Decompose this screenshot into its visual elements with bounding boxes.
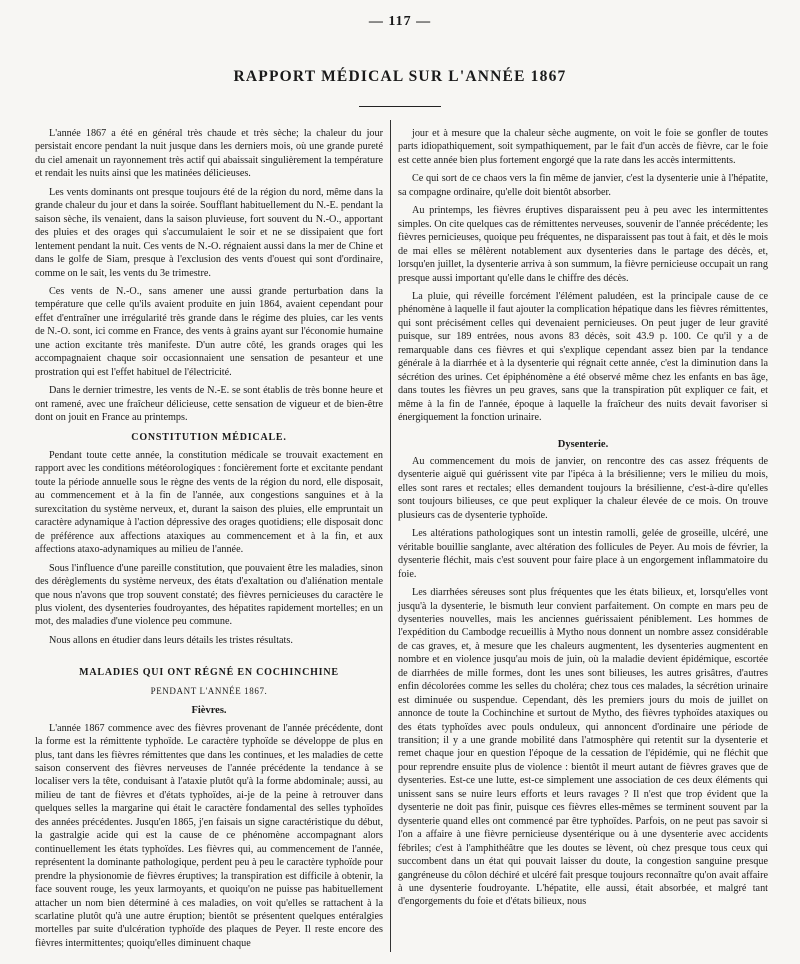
paragraph: Ces vents de N.-O., sans amener une aussi grande perturbation dans la température que celle qu'ils avaient produite en juin 1864, avaient cependant pour effet d'entraîner une irrégularité très grande dans le régime des pluies, car les vents de N.-O. sont, ici comme en France, des vents à grains ayant sur l'économie humaine une action excitante très manifeste. D'un autre côté, les grands orages qui les accompagnaient chaque soir occasionnaient une sensation de pesanteur et une prostration qui est l'effet habituel de l'électricité. <box>35 285 383 378</box>
paragraph: Au commencement du mois de janvier, on rencontre des cas assez fréquents de dysenterie aiguë qui guérissent vite par l'ipéca à la brésilienne; vers le milieu du mois, elles sont rares et rectales; elles demandent toujours la brésilienne, c'est-à-dire qu'elles sont toujours bilieuses, ce que peut expliquer la chaleur élevée de ce mois. On trouve plusieurs cas de dysenterie typhoïde. <box>398 455 768 521</box>
paragraph: Les altérations pathologiques sont un intestin ramolli, gelée de groseille, ulcéré, une véritable bouillie sanglante, avec altération des follicules de Peyer. Au mois de février, la dysenterie fléchit, mais c'est souvent pour faire place à un engorgement inflammatoire du foie. <box>398 528 768 580</box>
page-number: — 117 — <box>368 14 432 29</box>
subsection-heading-fievres: Fièvres. <box>191 705 227 717</box>
left-column <box>35 127 383 955</box>
section-heading-maladies: MALADIES QUI ONT RÉGNÉ EN COCHINCHINE <box>79 667 339 679</box>
paragraph: Dans le dernier trimestre, les vents de N.-E. se sont établis de très bonne heure et ont ramené, avec une fraîcheur délicieuse, cette sensation de vigueur et de bien-être dont on jouit en France au printemps. <box>35 385 383 424</box>
right-column <box>398 127 768 914</box>
page-title: RAPPORT MÉDICAL SUR L'ANNÉE 1867 <box>233 68 567 85</box>
paragraph: Les diarrhées séreuses sont plus fréquentes que les états bilieux, et, lorsqu'elles vont jusqu'à la dysenterie, le bismuth leur convient parfaitement. On compte en mars peu de dysenteries nouvelles, mais les anciennes guérissaient péniblement. Les hommes de l'expédition du Cambodge recueillis à Mytho nous donnent un nombre assez considérable de cas graves, et, à mesure que les chaleurs augmentent, les dysenteries augmentent en nombre et en violence jusqu'au mois de juin, où la maladie devient épidémique, escortée de diarrhées de mille formes, dont les unes sont bilieuses, les autres grisâtres, d'autres enfin décolorées comme les selles du choléra; chez tous ces malades, la sécrétion urinaire est diminuée ou suspendue. Cependant, dès les premiers jours du mois de juillet on annonce de toute la Cochinchine et surtout de Mytho, des fièvres typhoïdes ataxiques ou des états typhoïdes avec pouls onduleux, qui annoncent d'ordinaire une période de transition; il y a une grande mobilité dans l'atmosphère qui retentit sur la dysenterie et remet chaque jour en question l'époque de la cessation de l'épidémie, qui ne fléchit que pour reprendre ensuite plus de violence : bientôt il meurt autant de fièvres graves que de dysenteries. Est-ce une lutte, est-ce simplement une association de ces deux éléments qui unissent sans se nuire leurs efforts et leurs ravages ? Il n'est que trop évident que la dysenterie ne doit pas finir, puisque ces fièvres elles-mêmes se terminent souvent par la dysenterie quand elles ont commencé par être typhoïdes. Parfois, on ne peut pas savoir si l'on a affaire à une fièvre pernicieuse dysentérique ou à une dysenterie avec accidents fébriles; c'est à l'amphithéâtre que les doutes se lèvent, où chez presque tous ceux qui succombent dans un état qui pouvait laisser du doute, la congestion sanguine presque gangréneuse du côlon déchiré et ulcéré fait presque toujours reconnaître qu'on avait affaire à une dysenterie foudroyante. L'hépatite, elle aussi, était absorbée, et malgré tant d'engorgements du foie et d'états bilieux, nous <box>398 587 768 908</box>
paragraph: L'année 1867 commence avec des fièvres provenant de l'année précédente, dont la forme est la rémittente typhoïde. Le caractère typhoïde se développe de plus en plus, tant dans les fièvres rémittentes que dans les continues, et les maladies de cette saison conservent des fièvres nerveuses de l'année précédente la tendance à se localiser vers la tête, conduisant à l'ataxie plutôt qu'à la forme abdominale; aussi, au milieu de tant de fièvres et d'états typhoïdes, ai-je de la peine à retrouver dans quelques selles la margarine qui était le caractère fondamental des selles typhoïdes des années précédentes. Jusqu'en 1865, j'en faisais un signe caractéristique du début, la gastralgie acide qui est la cause de ce phénomène accompagnant alors continuellement les états typhoïdes. Les fièvres qui, au commencement de l'année, représentent la dominante pathologique, perdent peu à peu le caractère typhoïde pour prendre la physionomie de fièvres éruptives; la transpiration est difficile à obtenir, la face souvent rouge, les yeux larmoyants, et quoiqu'on ne puisse pas habituellement attacher un nom bien déterminé à ces maladies, on voit qu'elles se rattachent à la scarlatine plutôt qu'à une autre éruption; bientôt se présentent quelques entéralgies mortelles par suite d'ulcération typhoïde des plaques de Peyer. Il reste encore des fièvres intermittentes; quoiqu'elles diminuent chaque <box>35 722 383 949</box>
paragraph: Sous l'influence d'une pareille constitution, que pouvaient être les maladies, sinon des dérèglements du système nerveux, des états d'exaltation ou d'aliénation mentale que nous n'avons que trop souvent constaté; des fièvres pernicieuses du caractère le plus violent, des dysenteries foudroyantes, des hépatites rapidement mortelles; en un mot, des maladies d'une violence peu commune. <box>35 562 383 628</box>
paragraph: La pluie, qui réveille forcément l'élément paludéen, est la principale cause de ce phénomène à laquelle il faut ajouter la complication hépatique dans les fièvres rémittentes, qui sont précisément celles qui devenaient pernicieuses. On peut juger de leur gravité puisque, sur 189 entrées, nous avons 83 décès, soit 43.9 p. 100. Ce qu'il y a de remarquable dans ces fièvres et qui s'explique cependant assez bien par la tendance générale à la diarrhée et à la dysenterie qui régnait cette année, c'est la diminution dans la sécrétion des urines. Cet épiphénomène a été observé même chez les enfants en bas âge, dans toutes les fièvres un peu graves, sans que la transpiration pût expliquer ce fait, et même à la fin de l'année, époque à laquelle la fraîcheur des nuits devait favoriser si énergiquement la fonction urinaire. <box>398 290 768 424</box>
paragraph: Pendant toute cette année, la constitution médicale se trouvait exactement en rapport avec les conditions météorologiques : foncièrement forte et excitante pendant toute la période annuelle sous le règne des vents de la région du nord, elle disposait, au commencement et à la fin de l'année, aux congestions sanguines et à la surexcitation du système nerveux, et, durant la saison des pluies, elle empruntait un caractère adynamique à l'action dépressive des orages quotidiens; elle disposait donc de préférence aux affections ataxiques au commencement et à la fin, et aux affections ataxo-adynamiques au milieu de l'année. <box>35 449 383 556</box>
section-subheading-year: PENDANT L'ANNÉE 1867. <box>150 685 268 696</box>
paragraph: Les vents dominants ont presque toujours été de la région du nord, même dans la grande chaleur du jour et dans la soirée. Soufflant habituellement du N.-E. pendant la saison sèche, ils venaient, dans la saison pluvieuse, fort souvent du N.-O., apportant des pluies et des orages qui s'accumulaient le soir et ne se dissipaient que fort lentement pendant la nuit. Ces vents de N.-O. régnaient aussi dans la mer de Chine et dans le golfe de Siam, presque à l'exclusion des vents d'ouest qui sont d'ordinaire, comme on le sait, les vents du 3e trimestre. <box>35 186 383 279</box>
paragraph: L'année 1867 a été en général très chaude et très sèche; la chaleur du jour persistait encore pendant la nuit jusque dans les derniers mois, où une grande pureté du ciel amenait un rayonnement très actif qui abaissait singulièrement la température et rendait les nuits ainsi que les matinées délicieuses. <box>35 128 383 180</box>
paragraph: Au printemps, les fièvres éruptives disparaissent peu à peu avec les intermittentes simples. On cite quelques cas de rémittentes nerveuses, souvenir de l'année précédente; les fièvres pernicieuses, quoique peu fréquentes, ne disparaissent pas tout à fait, et dès le mois de mai elles se mêlèrent notablement aux dysenteries dans le partage des décès, et, lorsqu'en juillet, la dysenterie arriva à son summum, la fièvre pernicieuse occupait un rang presque aussi important qu'elle dans le chiffre des décès. <box>398 205 768 284</box>
paragraph: jour et à mesure que la chaleur sèche augmente, on voit le foie se gonfler de toutes parts idiopathiquement, soit sympathiquement, par le fait d'un accès de fièvre, car le foie est cette année bien plus fortement engorgé que la rate dans les accès intermittents. <box>398 128 768 166</box>
paragraph: Ce qui sort de ce chaos vers la fin même de janvier, c'est la dysenterie unie à l'hépatite, sa compagne ordinaire, qu'elle doit bientôt absorber. <box>398 173 768 198</box>
subsection-heading-dysenterie: Dysenterie. <box>557 438 609 450</box>
title-rule <box>359 106 441 107</box>
section-heading-constitution: CONSTITUTION MÉDICALE. <box>131 431 287 443</box>
column-divider <box>390 120 391 952</box>
paragraph: Nous allons en étudier dans leurs détails les tristes résultats. <box>49 634 293 646</box>
